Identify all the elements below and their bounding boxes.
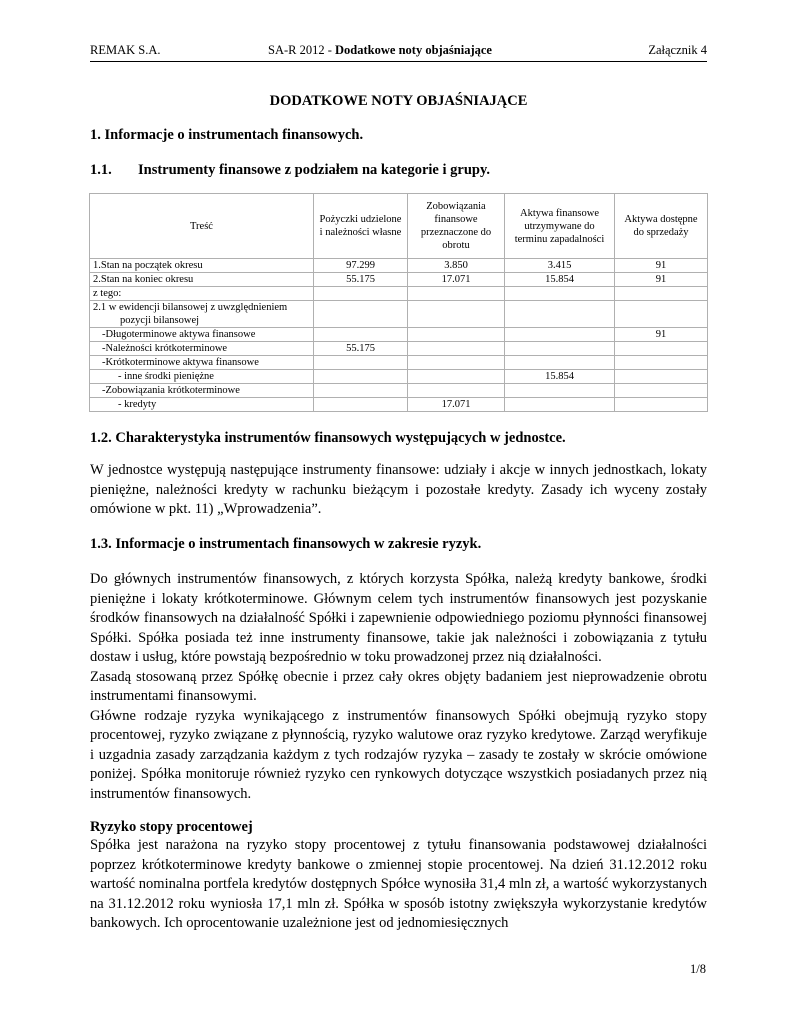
table-row	[90, 273, 708, 287]
header-report-prefix: SA-R 2012 -	[268, 43, 336, 57]
cell-loans	[314, 287, 408, 301]
cell-held-to-maturity	[505, 328, 615, 342]
row-label: -Zobowiązania krótkoterminowe	[90, 384, 314, 398]
row-label: 2.Stan na koniec okresu	[90, 273, 314, 287]
header-report-title: Dodatkowe noty objaśniające	[335, 43, 492, 57]
row-label: z tego:	[90, 287, 314, 301]
paragraph-text: Zasadą stosowaną przez Spółkę obecnie i przez cały okres objęty badaniem jest nieprowadzenie obrotu instrumentami finansowymi.	[90, 668, 707, 704]
header-report	[268, 42, 492, 58]
cell-held-to-maturity	[505, 342, 615, 356]
paragraph-text: Spółka jest narażona na ryzyko stopy procentowej z tytułu finansowania podstawowej działalności poprzez krótkoterminowe kredyty bankowe o zmiennej stopie procentowej. Na dzień 31.12.2012 roku wartość nominalna portfela kredytów dostępnych Spółce wynosiła 31,4 mln zł, a wartość wykorzystanych na 31.12.2012 roku wyniosła 17,1 mln zł. Spółka w sposób istotny zwiększyła wykorzystanie kredytów bankowych. Ich oprocentowanie uzależnione jest od jednomiesięcznych	[90, 837, 707, 931]
cell-liabilities	[408, 287, 505, 301]
cell-loans: 55.175	[314, 273, 408, 287]
cell-liabilities	[408, 328, 505, 342]
table-header-row	[90, 194, 708, 259]
cell-held-to-maturity	[505, 398, 615, 412]
row-label-line1: 2.1 w ewidencji bilansowej z uwzględnieniem	[93, 302, 288, 313]
cell-available-for-sale	[615, 370, 708, 384]
cell-liabilities	[408, 384, 505, 398]
cell-held-to-maturity	[505, 287, 615, 301]
table-header-cell: Aktywa finansowe utrzymywane do terminu zapadalności	[505, 194, 615, 259]
cell-loans	[314, 370, 408, 384]
table-row	[90, 259, 708, 273]
cell-held-to-maturity: 15.854	[505, 370, 615, 384]
section-1-1-text: Instrumenty finansowe z podziałem na kategorie i grupy.	[138, 162, 491, 178]
row-label: -Długoterminowe aktywa finansowe	[90, 328, 314, 342]
cell-available-for-sale: 91	[615, 328, 708, 342]
cell-loans	[314, 301, 408, 328]
cell-available-for-sale: 91	[615, 273, 708, 287]
table-row	[90, 301, 708, 328]
section-1-heading: 1. Informacje o instrumentach finansowych.	[90, 127, 364, 143]
section-1-1-number: 1.1.	[90, 162, 112, 178]
cell-loans	[314, 356, 408, 370]
cell-available-for-sale	[615, 342, 708, 356]
cell-held-to-maturity	[505, 384, 615, 398]
paragraph-text: W jednostce występują następujące instrumenty finansowe: udziały i akcje w innych jednostkach, lokaty pieniężne, należności kredyty w rachunku bieżącym i pozostałe kredyty. Zasady ich wyceny zostały omówione w pkt. 11) „Wprowadzenia”.	[90, 462, 707, 517]
cell-held-to-maturity: 3.415	[505, 259, 615, 273]
cell-held-to-maturity	[505, 356, 615, 370]
cell-available-for-sale	[615, 287, 708, 301]
cell-liabilities	[408, 356, 505, 370]
cell-liabilities	[408, 301, 505, 328]
header-attachment: Załącznik 4	[648, 43, 707, 57]
row-label: - inne środki pieniężne	[90, 370, 314, 384]
cell-available-for-sale	[615, 384, 708, 398]
cell-available-for-sale	[615, 356, 708, 370]
cell-loans	[314, 384, 408, 398]
paragraph-text: Do głównych instrumentów finansowych, z których korzysta Spółka, należą kredyty bankowe, środki pieniężne i lokaty krótkoterminowe. Głównym celem tych instrumentów finansowych jest pozyskanie środków finansowych na działalność Spółki i zapewnienie odpowiedniego poziomu płynności finansowej Spółki. Spółka posiada też inne instrumenty finansowe, takie jak należności i zobowiązania z tytułu dostaw i usług, które powstają bezpośrednio w toku prowadzonej przez nią działalności.	[90, 571, 707, 665]
cell-liabilities: 3.850	[408, 259, 505, 273]
row-label: - kredyty	[90, 398, 314, 412]
cell-liabilities: 17.071	[408, 398, 505, 412]
page-header	[90, 42, 707, 62]
cell-loans: 97.299	[314, 259, 408, 273]
cell-loans	[314, 398, 408, 412]
cell-loans	[314, 328, 408, 342]
cell-available-for-sale	[615, 398, 708, 412]
row-label	[90, 301, 314, 328]
paragraph-risks	[90, 570, 707, 804]
cell-available-for-sale: 91	[615, 259, 708, 273]
table-row	[90, 398, 708, 412]
cell-available-for-sale	[615, 301, 708, 328]
cell-liabilities	[408, 370, 505, 384]
row-label: -Krótkoterminowe aktywa finansowe	[90, 356, 314, 370]
section-1-2-heading: 1.2. Charakterystyka instrumentów finansowych występujących w jednostce.	[90, 430, 566, 446]
table-row	[90, 370, 708, 384]
row-label: -Należności krótkoterminowe	[90, 342, 314, 356]
cell-liabilities: 17.071	[408, 273, 505, 287]
table-row	[90, 384, 708, 398]
table-row	[90, 356, 708, 370]
table-row	[90, 328, 708, 342]
cell-held-to-maturity: 15.854	[505, 273, 615, 287]
paragraph-text: Główne rodzaje ryzyka wynikającego z instrumentów finansowych Spółki obejmują ryzyko stopy procentowej, ryzyko związane z płynnością, ryzyko walutowe oraz ryzyko kredytowe. Zarząd weryfikuje i uzgadnia zasady zarządzania każdym z tych rodzajów ryzyka – zasady te zostały w skrócie omówione poniżej. Spółka monitoruje również ryzyko cen rynkowych dotyczące wszystkich posiadanych przez nią instrumentów finansowych.	[90, 707, 707, 802]
table-header-cell: Pożyczki udzielone i należności własne	[314, 194, 408, 259]
section-1-1-heading	[90, 162, 490, 179]
page-number: 1/8	[690, 962, 706, 976]
table-header-cell: Aktywa dostępne do sprzedaży	[615, 194, 708, 259]
table-row	[90, 287, 708, 301]
row-label-line2: pozycji bilansowej	[120, 315, 200, 326]
paragraph-interest-rate-risk	[90, 836, 707, 934]
table-header-cell: Zobowiązania finansowe przeznaczone do obrotu	[408, 194, 505, 259]
interest-rate-risk-heading: Ryzyko stopy procentowej	[90, 819, 253, 835]
document-title: DODATKOWE NOTY OBJAŚNIAJĄCE	[269, 93, 528, 109]
paragraph-instruments	[90, 461, 707, 520]
cell-loans: 55.175	[314, 342, 408, 356]
table-header-cell: Treść	[90, 194, 314, 259]
cell-held-to-maturity	[505, 301, 615, 328]
section-1-3-heading: 1.3. Informacje o instrumentach finansowych w zakresie ryzyk.	[90, 536, 482, 552]
header-company: REMAK S.A.	[90, 43, 161, 57]
table-row	[90, 342, 708, 356]
financial-instruments-table	[89, 193, 708, 412]
cell-liabilities	[408, 342, 505, 356]
row-label: 1.Stan na początek okresu	[90, 259, 314, 273]
